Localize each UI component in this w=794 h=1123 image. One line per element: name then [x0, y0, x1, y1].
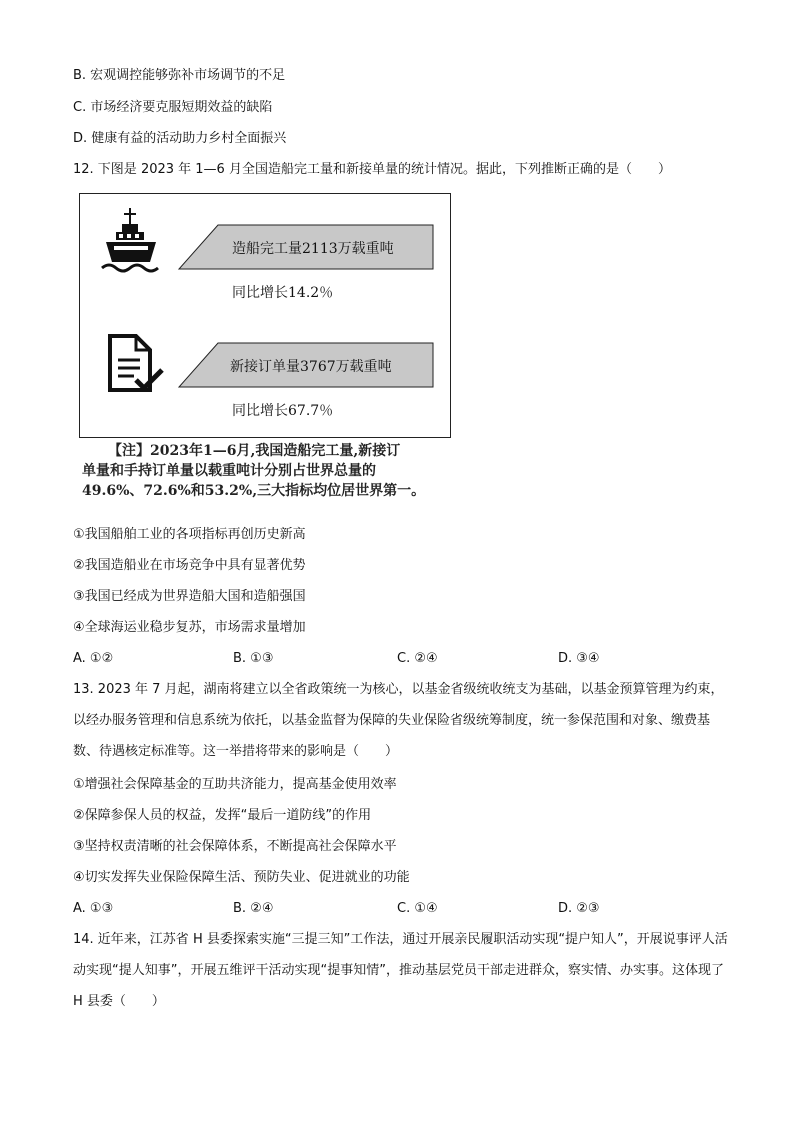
- new-orders-label: 新接订单量3767万载重吨: [230, 359, 392, 375]
- q13-statement-4: ④切实发挥失业保险保障生活、预防失业、促进就业的功能: [73, 870, 410, 885]
- question-12-stem: 12. 下图是 2023 年 1—6 月全国造船完工量和新接单量的统计情况。据此，下列推断正确的是（ ）: [73, 162, 671, 177]
- question-14-stem: 14. 近年来，江苏省 H 县委探索实施“三提三知”工作法，通过开展亲民履职活动实现“提户知人”，开展说事评人活动实现“提人知事”，开展五维评干活动实现“提事知情”，推动基层党员干部走进群众，察实情、办实事。这体现了 H 县委（ ）: [73, 932, 728, 1009]
- option-c-prev: C. 市场经济要克服短期效益的缺陷: [73, 100, 273, 115]
- q13-statement-1: ①增强社会保障基金的互助共济能力，提高基金使用效率: [73, 777, 397, 792]
- q12-statement-4: ④全球海运业稳步复苏，市场需求量增加: [73, 620, 306, 635]
- q12-choice-a[interactable]: A. ①②: [73, 651, 114, 666]
- q13-statement-3: ③坚持权责清晰的社会保障体系，不断提高社会保障水平: [73, 839, 397, 854]
- q12-statement-1: ①我国船舶工业的各项指标再创历史新高: [73, 527, 306, 542]
- q12-choice-d[interactable]: D. ③④: [558, 651, 600, 666]
- ship-output-banner: [178, 224, 434, 270]
- q12-choice-c[interactable]: C. ②④: [397, 651, 438, 666]
- q12-choice-b[interactable]: B. ①③: [233, 651, 274, 666]
- statistics-figure: [79, 193, 451, 438]
- q12-statement-3: ③我国已经成为世界造船大国和造船强国: [73, 589, 306, 604]
- order-growth-label: 同比增长67.7％: [232, 403, 334, 419]
- q13-statement-2: ②保障参保人员的权益，发挥“最后一道防线”的作用: [73, 808, 372, 823]
- q13-choice-c[interactable]: C. ①④: [397, 901, 438, 916]
- ship-output-label: 造船完工量2113万载重吨: [232, 241, 394, 257]
- figure-note-line-1: 【注】2023年1—6月,我国造船完工量,新接订: [108, 443, 401, 459]
- q13-choice-b[interactable]: B. ②④: [233, 901, 274, 916]
- question-13-stem: 13. 2023 年 7 月起，湖南将建立以全省政策统一为核心，以基金省级统收统支为基础，以基金预算管理为约束，以经办服务管理和信息系统为依托，以基金监督为保障的失业保险省级统筹制度，统一参保范围和对象、缴费基数、待遇核定标准等。这一举措将带来的影响是（ ）: [73, 682, 724, 759]
- figure-note-line-3: 49.6%、72.6%和53.2%,三大指标均位居世界第一。: [82, 483, 426, 499]
- option-b-prev: B. 宏观调控能够弥补市场调节的不足: [73, 68, 286, 83]
- figure-note: [82, 441, 462, 501]
- q13-choice-d[interactable]: D. ②③: [558, 901, 600, 916]
- q12-statement-2: ②我国造船业在市场竞争中具有显著优势: [73, 558, 306, 573]
- option-d-prev: D. 健康有益的活动助力乡村全面振兴: [73, 131, 287, 146]
- document-check-icon: [106, 332, 166, 396]
- ship-growth-label: 同比增长14.2％: [232, 285, 334, 301]
- q13-choice-a[interactable]: A. ①③: [73, 901, 114, 916]
- new-orders-banner: [178, 342, 434, 388]
- figure-note-line-2: 单量和手持订单量以载重吨计分别占世界总量的: [82, 463, 376, 479]
- ship-icon: [100, 206, 168, 278]
